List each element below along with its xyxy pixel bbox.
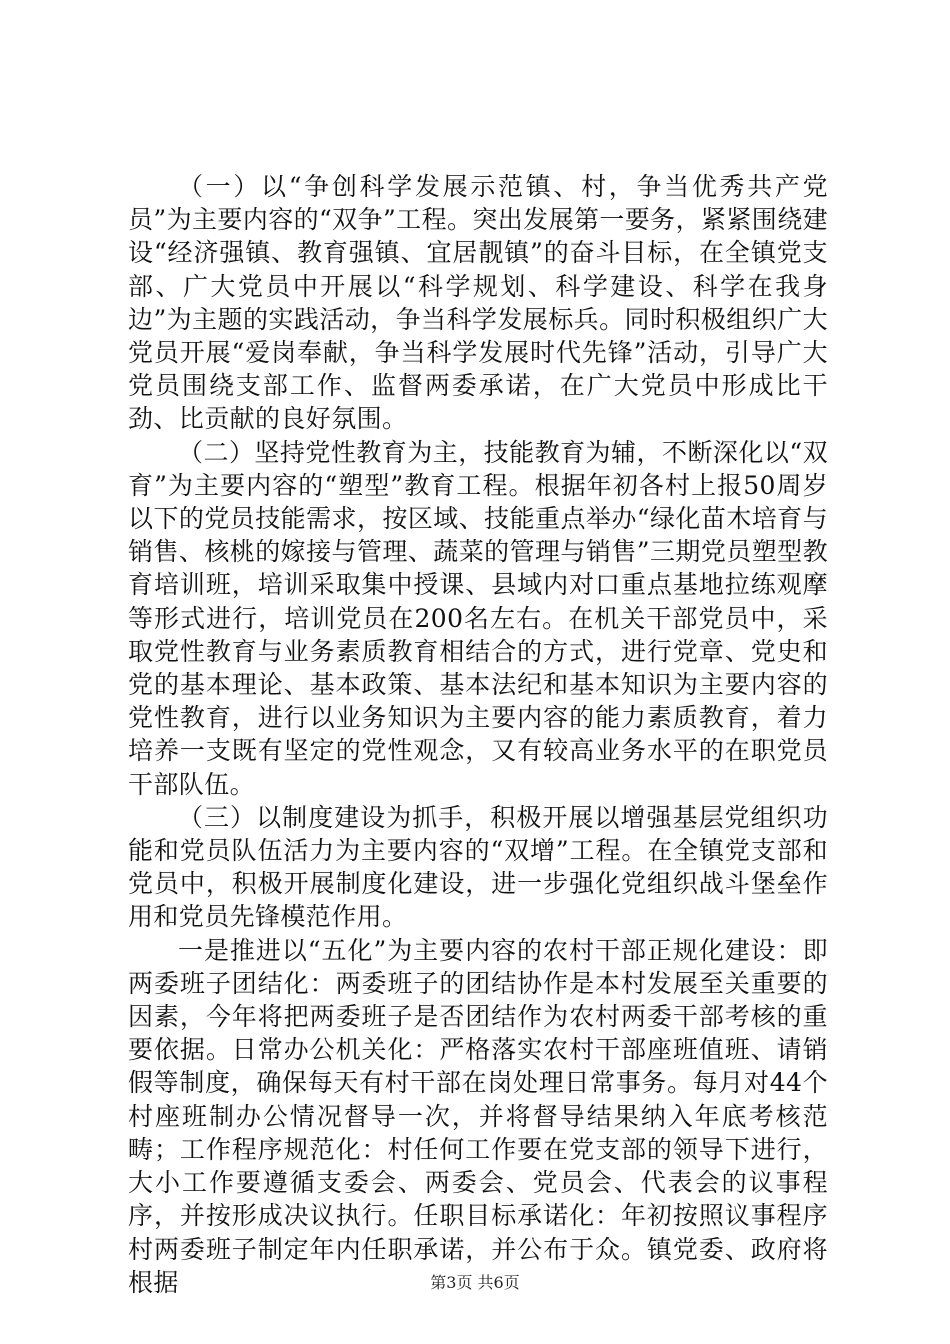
paragraph-2: （二）坚持党性教育为主，技能教育为辅，不断深化以“双育”为主要内容的“塑型”教育工程。根据年初各村上报50周岁以下的党员技能需求，按区域、技能重点举办“绿化苗木培育与销售、核桃的嫁接与管理、蔬菜的管理与销售”三期党员塑型教育培训班，培训采取集中授课、县域内对口重点基地拉练观摩等形式进行，培训党员在200名左右。在机关干部党员中，采取党性教育与业务素质教育相结合的方式，进行党章、党史和党的基本理论、基本政策、基本法纪和基本知识为主要内容的党性教育，进行以业务知识为主要内容的能力素质教育，着力培养一支既有坚定的党性观念，又有较高业务水平的在职党员干部队伍。 — [128, 437, 828, 799]
page-footer: 第3页 共6页 — [430, 1273, 520, 1292]
document-body — [128, 170, 828, 1299]
paragraph-3: （三）以制度建设为抓手，积极开展以增强基层党组织功能和党员队伍活力为主要内容的“双增”工程。在全镇党支部和党员中，积极开展制度化建设，进一步强化党组织战斗堡垒作用和党员先锋模范作用。 — [128, 802, 828, 932]
paragraph-4: 一是推进以“五化”为主要内容的农村干部正规化建设：即两委班子团结化：两委班子的团结协作是本村发展至关重要的因素，今年将把两委班子是否团结作为农村两委干部考核的重要依据。日常办公机关化：严格落实农村干部座班值班、请销假等制度，确保每天有村干部在岗处理日常事务。每月对44个村座班制办公情况督导一次，并将督导结果纳入年底考核范畴；工作程序规范化：村任何工作要在党支部的领导下进行，大小工作要遵循支委会、两委会、党员会、代表会的议事程序，并按形成决议执行。任职目标承诺化：年初按照议事程序村两委班子制定年内任职承诺，并公布于众。镇党委、政府将根据 — [128, 935, 828, 1297]
paragraph-1: （一）以“争创科学发展示范镇、村，争当优秀共产党员”为主要内容的“双争”工程。突出发展第一要务，紧紧围绕建设“经济强镇、教育强镇、宜居靓镇”的奋斗目标，在全镇党支部、广大党员中开展以“科学规划、科学建设、科学在我身边”为主题的实践活动，争当科学发展标兵。同时积极组织广大党员开展“爱岗奉献，争当科学发展时代先锋”活动，引导广大党员围绕支部工作、监督两委承诺，在广大党员中形成比干劲、比贡献的良好氛围。 — [128, 172, 828, 434]
